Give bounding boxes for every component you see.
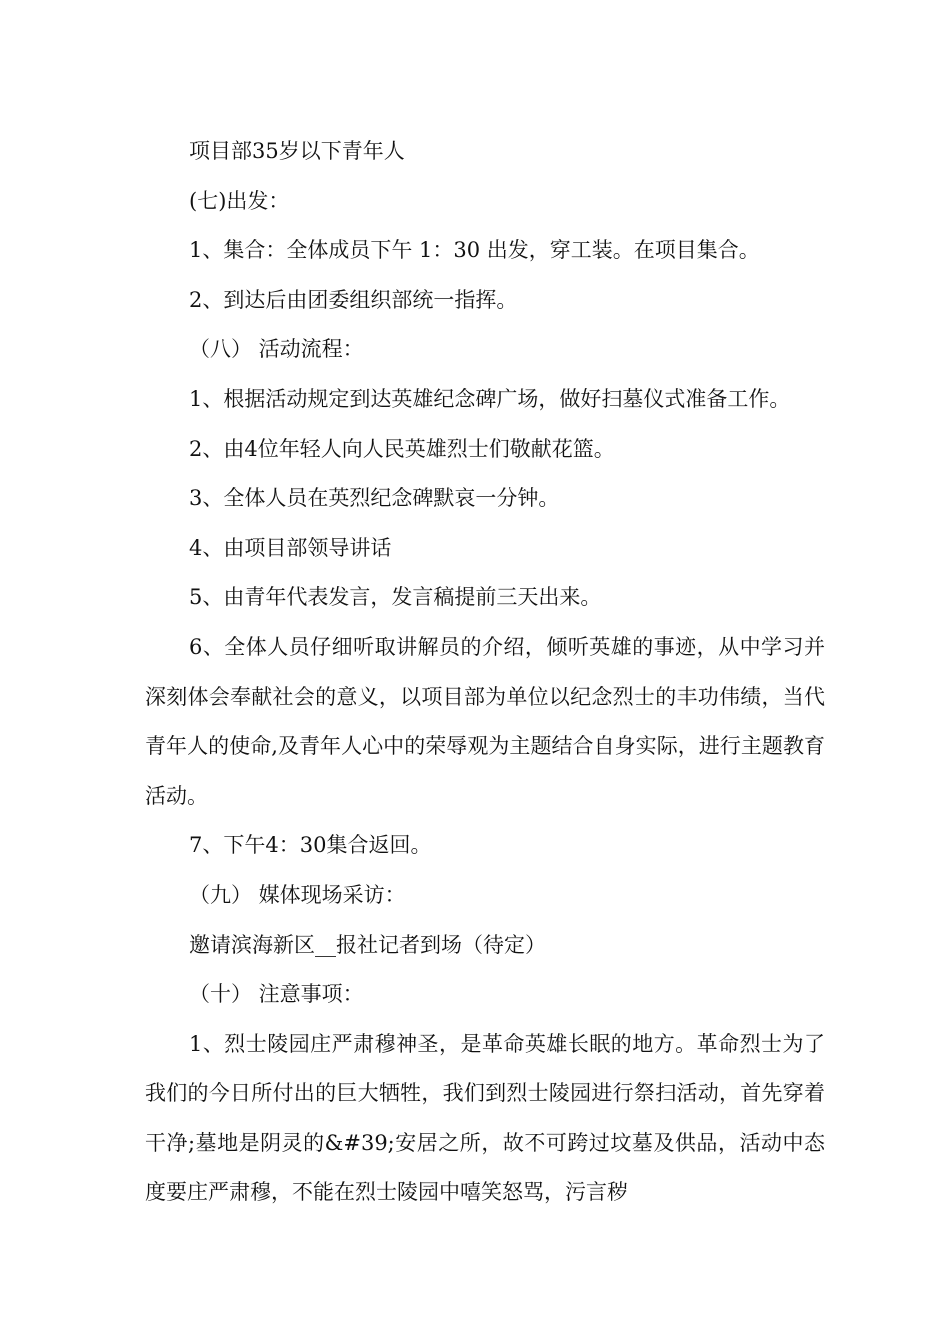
paragraph-participants: 项目部35岁以下青年人 [189, 139, 405, 163]
flow-step-5: 5、由青年代表发言，发言稿提前三天出来。 [189, 585, 602, 610]
paragraph-command: 2、到达后由团委组织部统一指挥。 [189, 287, 518, 312]
heading-notes: （十） 注意事项： [189, 982, 364, 1007]
heading-media-interview: （九） 媒体现场采访： [189, 882, 406, 907]
document-body [145, 127, 825, 1218]
heading-activity-flow: （八） 活动流程： [189, 337, 364, 362]
flow-step-6: 6、全体人员仔细听取讲解员的介绍，倾听英雄的事迹，从中学习并深刻体会奉献社会的意义，以项目部为单位以纪念烈士的丰功伟绩，当代青年人的使命,及青年人心中的荣辱观为主题结合自身实际，进行主题教育活动。 [145, 634, 825, 808]
flow-step-7: 7、下午4：30集合返回。 [189, 833, 432, 858]
notes-item-1: 1、烈士陵园庄严肃穆神圣，是革命英雄长眠的地方。革命烈士为了我们的今日所付出的巨大牺牲，我们到烈士陵园进行祭扫活动，首先穿着干净;墓地是阴灵的&#39;安居之所，故不可跨过坟墓及供品，活动中态度要庄严肃穆，不能在烈士陵园中嘻笑怒骂，污言秽 [145, 1031, 825, 1205]
paragraph-media-invite: 邀请滨海新区__报社记者到场（待定） [189, 932, 546, 957]
flow-step-2: 2、由4位年轻人向人民英雄烈士们敬献花篮。 [189, 436, 615, 461]
paragraph-assembly: 1、集合：全体成员下午 1：30 出发，穿工装。在项目集合。 [189, 238, 760, 263]
flow-step-1: 1、根据活动规定到达英雄纪念碑广场，做好扫墓仪式准备工作。 [189, 386, 791, 411]
heading-departure: (七)出发： [189, 188, 290, 213]
flow-step-3: 3、全体人员在英烈纪念碑默哀一分钟。 [189, 486, 560, 511]
flow-step-4: 4、由项目部领导讲话 [189, 535, 392, 560]
